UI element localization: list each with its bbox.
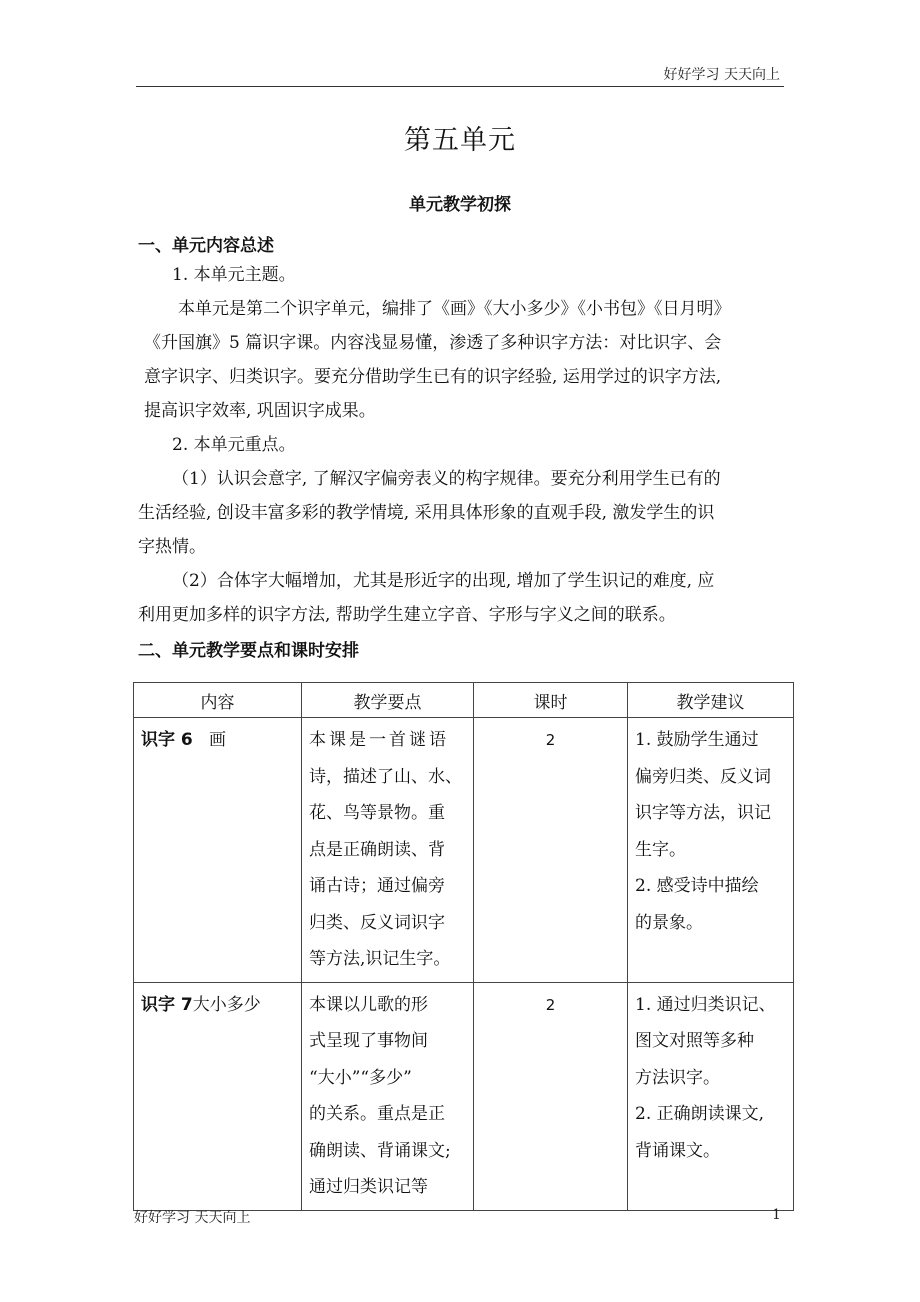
point-1-line: 生活经验, 创设丰富多彩的教学情境, 采用具体形象的直观手段, 激发学生的识 bbox=[138, 503, 715, 523]
advice-line: 2. 正确朗读课文, bbox=[635, 1104, 765, 1124]
item-1-line: 提高识字效率, 巩固识字成果。 bbox=[144, 401, 376, 421]
header-divider bbox=[136, 86, 784, 87]
advice-line: 1. 通过归类识记、 bbox=[635, 994, 776, 1015]
item-1-title: 1. 本单元主题。 bbox=[172, 265, 296, 285]
table-row bbox=[134, 982, 794, 1210]
point-1-line: （1）认识会意字, 了解汉字偏旁表义的构字规律。要充分利用学生已有的 bbox=[172, 469, 721, 489]
point-2-line: 利用更加多样的识字方法, 帮助学生建立字音、字形与字义之间的联系。 bbox=[138, 605, 676, 625]
key-point-line: 等方法,识记生字。 bbox=[309, 949, 451, 969]
section-2-heading: 二、单元教学要点和课时安排 bbox=[138, 641, 359, 661]
point-2 bbox=[138, 564, 778, 632]
key-point-line: “大小”“多少” bbox=[309, 1067, 412, 1088]
lesson-number: 识字 6 bbox=[141, 730, 193, 750]
key-point-line: 的关系。重点是正 bbox=[309, 1104, 445, 1124]
hours-cell: 2 bbox=[474, 718, 628, 983]
item-2-title: 2. 本单元重点。 bbox=[172, 435, 296, 455]
key-point-line: 确朗读、背诵课文; bbox=[309, 1140, 451, 1161]
key-points-cell bbox=[302, 982, 474, 1210]
table-header-row bbox=[134, 683, 794, 718]
advice-line: 偏旁归类、反义词 bbox=[635, 766, 771, 787]
advice-line: 方法识字。 bbox=[635, 1067, 720, 1088]
advice-line: 的景象。 bbox=[635, 912, 703, 933]
advice-cell bbox=[628, 718, 794, 983]
advice-line: 背诵课文。 bbox=[635, 1140, 720, 1161]
advice-line: 生字。 bbox=[635, 839, 686, 860]
item-1-body bbox=[138, 292, 778, 428]
page-subtitle: 单元教学初探 bbox=[409, 195, 511, 215]
lesson-cell bbox=[134, 718, 302, 983]
header-hours: 课时 bbox=[474, 683, 628, 718]
point-2-line: （2）合体字大幅增加，尤其是形近字的出现, 增加了学生识记的难度, 应 bbox=[172, 571, 715, 591]
advice-line: 1. 鼓励学生通过 bbox=[635, 730, 759, 750]
key-point-line: 花、鸟等景物。重 bbox=[309, 803, 445, 823]
key-point-line: 本课以儿歌的形 bbox=[309, 994, 428, 1015]
advice-line: 图文对照等多种 bbox=[635, 1031, 754, 1051]
lesson-number: 识字 7 bbox=[141, 994, 193, 1015]
table-row bbox=[134, 718, 794, 983]
key-points-cell bbox=[302, 718, 474, 983]
page-number: 1 bbox=[772, 1207, 781, 1223]
item-1-line: 意字识字、归类识字。要充分借助学生已有的识字经验, 运用学过的识字方法, bbox=[144, 367, 722, 387]
lesson-title: 大小多少 bbox=[192, 994, 261, 1015]
advice-line: 2. 感受诗中描绘 bbox=[635, 876, 759, 896]
key-point-line: 通过归类识记等 bbox=[309, 1177, 428, 1197]
lesson-plan-table bbox=[133, 682, 794, 1211]
page-footer: 好好学习 天天向上 bbox=[134, 1210, 251, 1226]
page-header: 好好学习 天天向上 bbox=[663, 67, 780, 83]
key-point-line: 本课是一首谜语 bbox=[309, 730, 449, 750]
advice-cell bbox=[628, 982, 794, 1210]
lesson-title: 画 bbox=[208, 730, 226, 750]
advice-line: 识字等方法，识记 bbox=[635, 803, 771, 823]
item-1-line: 本单元是第二个识字单元，编排了《画》《大小多少》《小书包》《日月明》 bbox=[178, 299, 731, 319]
point-1 bbox=[138, 462, 778, 564]
section-1-heading: 一、单元内容总述 bbox=[138, 236, 274, 256]
header-advice: 教学建议 bbox=[628, 683, 794, 718]
lesson-cell bbox=[134, 982, 302, 1210]
header-key-points: 教学要点 bbox=[302, 683, 474, 718]
key-point-line: 诗，描述了山、水、 bbox=[309, 766, 462, 787]
key-point-line: 诵古诗；通过偏旁 bbox=[309, 876, 445, 896]
page-title: 第五单元 bbox=[404, 125, 516, 156]
key-point-line: 归类、反义词识字 bbox=[309, 912, 445, 933]
key-point-line: 式呈现了事物间 bbox=[309, 1031, 428, 1051]
hours-cell: 2 bbox=[474, 982, 628, 1210]
key-point-line: 点是正确朗读、背 bbox=[309, 839, 445, 860]
item-1-line: 《升国旗》5 篇识字课。内容浅显易懂，渗透了多种识字方法：对比识字、会 bbox=[144, 333, 722, 353]
point-1-line: 字热情。 bbox=[138, 537, 206, 557]
header-content: 内容 bbox=[134, 683, 302, 718]
